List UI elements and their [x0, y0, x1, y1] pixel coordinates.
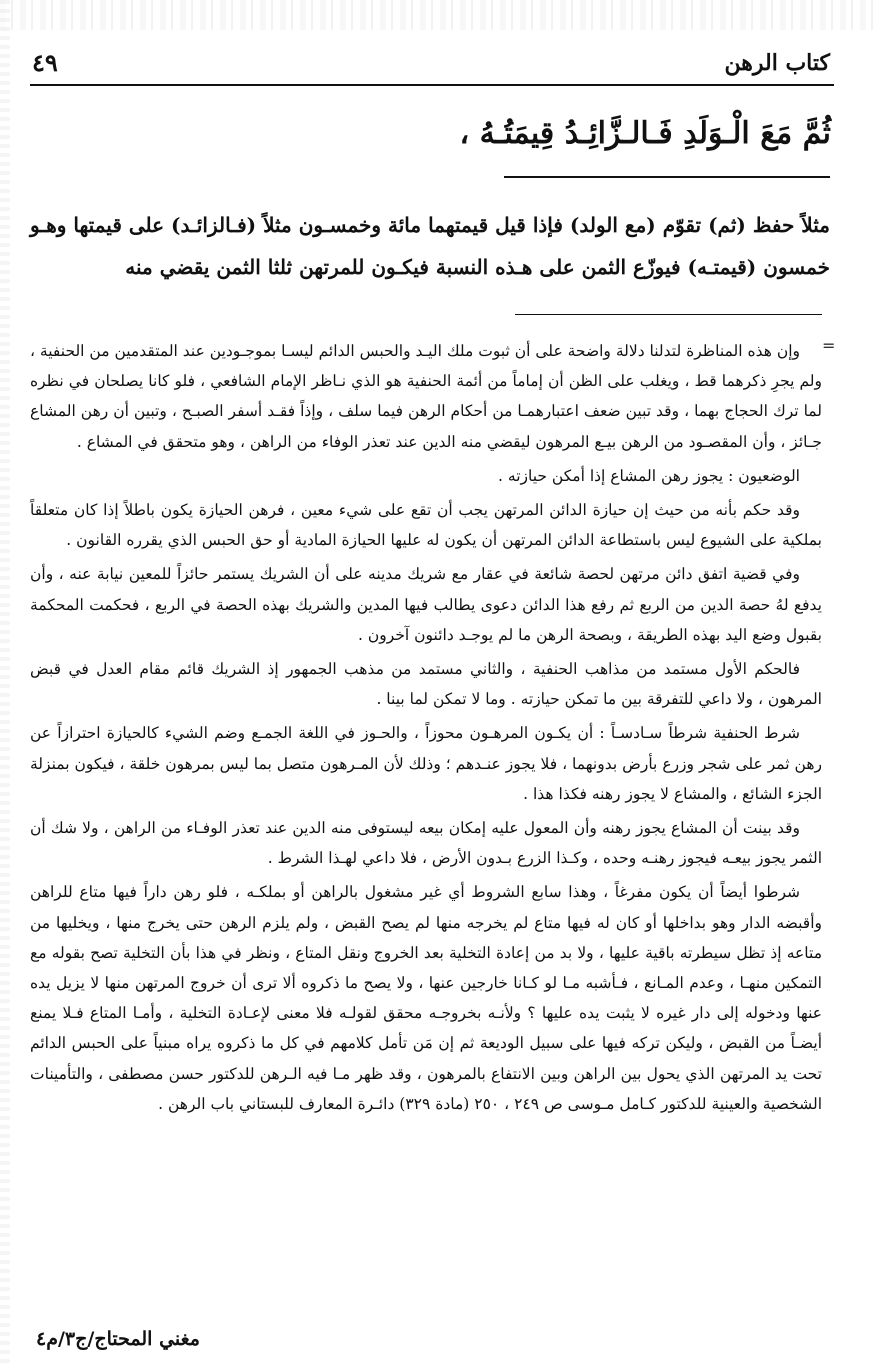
scan-noise-left	[0, 0, 10, 1367]
matn-divider	[504, 176, 830, 178]
sharh-text: مثلاً حفظ (ثم) تقوّم (مع الولد) فإذا قيل قيمتهما مائة وخمسـون مثلاً (فـالزائـد) على قيمتها وهـو خمسون (قيمتـه) فيوزّع الثمن على هـذه النسبة فيكـون للمرتهن ثلثا الثمن يقضي منه	[30, 213, 830, 279]
page-number: ٤٩	[32, 48, 58, 77]
volume-signature: مغني المحتاج/ج٣/م٤	[36, 1328, 200, 1350]
footnote-paragraph: الوضعيون : يجوز رهن المشاع إذا أمكن حيازته .	[498, 466, 800, 485]
continuation-mark: =	[822, 336, 836, 355]
footnote-paragraph: وإن هذه المناظرة لتدلنا دلالة واضحة على أن ثبوت ملك اليـد والحبس الدائم ليسـا بموجـودين عند المتقدمين من الحنفية ، ولم يجرِ ذكرهما قط ، ويغلب على الظن أن إماماً من أئمة الحنفية هو الذي نـاظر الإمام الشافعي ، فلو كانا يصلحان في نظره لما ترك الحجاج بهما ، وقد تبين ضعف اعتبارهمـا من أحكام الرهن فيما سلف ، وإذاً فقـد أسفر الصبـح ، وتبين أن رهن المشاع جـائز ، وأن المقصـود من الرهن بيـع المرهون ليقضي منه الدين عند تعذر الوفاء من الراهن ، وهو متحقق في المشاع .	[30, 342, 822, 451]
footnotes-section	[30, 336, 822, 1123]
header-divider	[30, 84, 834, 86]
footnote-paragraph: وفي قضية اتفق دائن مرتهن لحصة شائعة في عقار مع شريك مدينه على أن الشريك يستمر حائزاً للمعين نيابة عنه ، وأن يدفع لهُ حصة الدين من الربع ثم رفع هذا الدائن دعوى يطالب فيها المدين والشريك بهذه الحصة في الربع ، فحكمت المحكمة بقبول وضع اليد بهذه الطريقة ، وبصحة الرهن ما لم يوجـد دائنون آخرون .	[30, 565, 822, 644]
page-header	[30, 46, 834, 82]
footnote-paragraph: وقد حكم بأنه من حيث إن حيازة الدائن المرتهن يجب أن تقع على شيء معين ، فرهن الحيازة يكون باطلاً إذا كان متعلقاً بملكية على الشيوع ليس باستطاعة الدائن المرتهن أن يكون له عليها الحيازة المادية أو حق الحبس الذي يقرره القانون .	[30, 501, 822, 550]
footnote-paragraph: شرط الحنفية شرطاً سـادسـاً : أن يكـون المرهـون محوزاً ، والحـوز في اللغة الجمـع وضم الشيء كالحيازة احترازاً عن رهن ثمر على شجر وزرع بأرض بدونهما ، فلا يجوز عنـدهم ؛ وذلك لأن المـرهون متصل بما ليس بمرهون خلقة ، فيكون بمنزلة الجزء الشائع ، والمشاع لا يجوز رهنه فكذا هذا .	[30, 724, 822, 803]
scan-noise-top	[0, 0, 879, 30]
footnote-paragraph: شرطوا أيضاً أن يكون مفرغاً ، وهذا سابع الشروط أي غير مشغول بالراهن أو بملكـه ، فلو رهن داراً فيها متاع للراهن وأقبضه الدار وهو بداخلها أو كان له فيها متاع لم يخرجه منها لم يصح القبض ، ولم يلزم الرهن حتى يخرج منها ، ويخليها من متاعه إذ تظل سيطرته باقية عليها ، ولا بد من إعادة التخلية بعد الخروج ونقل المتاع ، ونظر في هذا بأن التخلية تصح بقوله مع التمكين منهـا ، وعدم المـانع ، فـأشبه مـا لو كـانا خارجين عنها ، ولا يصح ما ذكروه ألا ترى أن خروج المرتهن منها لا يزيل يده عنها ودخوله إلى دار غيره لا يثبت يده عليها ؟ ولأنـه بخروجـه محقق لقولـه فلا معنى لإعـادة التخلية ، وأمـا المتاع فـلا يمنع أيضـاً من القبض ، وليكن تركه فيها على سبيل الوديعة ثم إن مَن تأمل كلامهم في كل ما ذكروه يراه مبنياً على الحبس الدائم تحت يد المرتهن الذي يحول بين الراهن وبين الانتفاع بالمرهون ، وقد ظهر مـا فيه الـرهن للدكتور حسن مصطفى ، والتأمينات الشخصية والعينية للدكتور كـامل مـوسى ص ٢٤٩ ، ٢٥٠ (مادة ٣٢٩) دائـرة المعارف للبستاني باب الرهن .	[30, 883, 822, 1113]
footnote-paragraph: فالحكم الأول مستمد من مذاهب الحنفية ، والثاني مستمد من مذهب الجمهور إذ الشريك قائم مقام العدل في قبض المرهون ، ولا داعي للتفرقة بين ما تمكن حيازته . وما لا تمكن لما بينا .	[30, 660, 822, 709]
running-title: كتاب الرهن	[724, 50, 830, 76]
matn-text: ثُمَّ مَعَ الْـوَلَدِ فَـالـزَّائِـدُ قِيمَتُـهُ ،	[459, 116, 831, 151]
footnote-paragraph: وقد بينت أن المشاع يجوز رهنه وأن المعول عليه إمكان بيعه ليستوفى منه الدين عند تعذر الوفـاء من الراهن ، ولا شك أن الثمر يجوز بيعـه فيجوز رهنـه وحده ، وكـذا الزرع بـدون الأرض ، فلا داعي لهـذا الشرط .	[30, 819, 822, 868]
footnote-divider	[515, 314, 822, 315]
